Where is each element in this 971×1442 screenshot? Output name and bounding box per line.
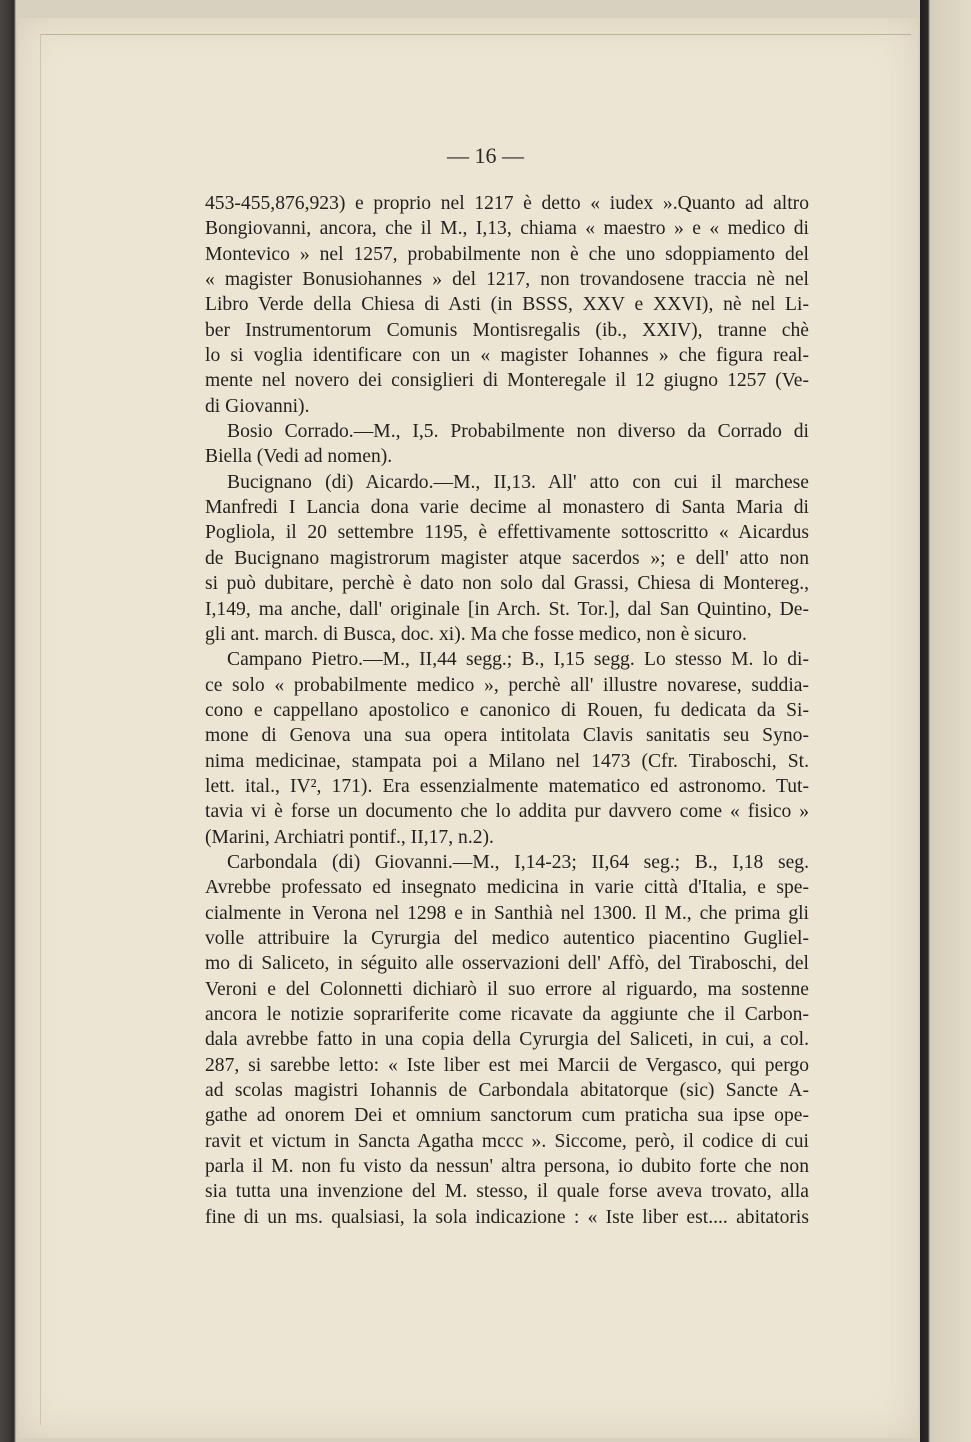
text-line: lett. ital., IV², 171). Era essenzialmente matematico ed astronomo. Tut-	[205, 775, 809, 797]
text-line: I,149, ma anche, dall' originale [in Arch. St. Tor.], dal San Quintino, De-	[205, 598, 809, 620]
text-line: Bongiovanni, ancora, che il M., I,13, chiama « maestro » e « medico di	[205, 218, 809, 240]
text-line: ad scolas magistri Iohannis de Carbondala abitatorque (sic) Sancte A-	[205, 1080, 809, 1102]
text-line: ancora le notizie soprariferite come ricavate da aggiunte che il Carbon-	[205, 1004, 809, 1025]
entry-heading-line: Bucignano (di) Aicardo.—M., II,13. All' atto con cui il marchese	[227, 471, 809, 493]
text-line: mone di Genova una sua opera intitolata Clavis sanitatis seu Syno-	[205, 725, 809, 747]
next-page-edge	[920, 0, 971, 1442]
text-line: de Bucignano magistrorum magister atque sacerdos »; e dell' atto non	[205, 547, 809, 569]
text-line: Manfredi I Lancia dona varie decime al monastero di Santa Maria di	[205, 497, 809, 519]
text-line: Montevico » nel 1257, probabilmente non è che uno sdoppiamento del	[205, 243, 809, 265]
text-line: fine di un ms. qualsiasi, la sola indicazione : « Iste liber est.... abitatoris	[205, 1206, 809, 1228]
entry-heading-line: Carbondala (di) Giovanni.—M., I,14-23; II,64 seg.; B., I,18 seg.	[227, 851, 809, 873]
text-line: gathe ad onorem Dei et omnium sanctorum cum praticha sua ipse ope-	[205, 1105, 809, 1127]
text-line: parla il M. non fu visto da nessun' altra persona, io dubito forte che non	[205, 1156, 809, 1178]
text-line: Veroni e del Colonnetti dichiarò il suo errore al riguardo, ma sostenne	[205, 978, 809, 1000]
body-text	[205, 191, 809, 1230]
text-line: ravit et victum in Sancta Agatha mccc ». Siccome, però, il codice di cui	[205, 1130, 809, 1152]
text-line: cialmente in Verona nel 1298 e in Santhià nel 1300. Il M., che prima gli	[205, 902, 809, 924]
text-line: mente nel novero dei consiglieri di Monteregale il 12 giugno 1257 (Ve-	[205, 370, 809, 392]
text-line: ce solo « probabilmente medico », perchè all' illustre novarese, suddia-	[205, 674, 809, 696]
text-line: di Giovanni).	[205, 395, 310, 417]
text-line: volle attribuire la Cyrurgia del medico autentico piacentino Gugliel-	[205, 927, 809, 949]
text-line: Pogliola, il 20 settembre 1195, è effettivamente sottoscritto « Aicardus	[205, 522, 809, 544]
text-line: « magister Bonusiohannes » del 1217, non trovandosene traccia nè nel	[205, 269, 809, 291]
text-line: gli ant. march. di Busca, doc. xi). Ma che fosse medico, non è sicuro.	[205, 623, 747, 645]
page-number: — 16 —	[447, 143, 524, 168]
text-line: Libro Verde della Chiesa di Asti (in BSSS, XXV e XXVI), nè nel Li-	[205, 294, 809, 316]
text-line: 453-455,876,923) e proprio nel 1217 è detto « iudex ».Quanto ad altro	[205, 193, 809, 214]
text-line: Biella (Vedi ad nomen).	[205, 446, 393, 468]
text-line: lo si voglia identificare con un « magister Iohannes » che figura real-	[205, 345, 809, 367]
text-line: cono e cappellano apostolico e canonico di Rouen, fu dedicata da Si-	[205, 699, 809, 721]
entry-heading-line: Campano Pietro.—M., II,44 segg.; B., I,15 segg. Lo stesso M. lo di-	[227, 649, 809, 671]
text-line: dala avrebbe fatto in una copia della Cyrurgia del Saliceti, in cui, a col.	[205, 1029, 809, 1051]
text-line: sia tutta una invenzione del M. stesso, il quale forse aveva trovato, alla	[205, 1181, 809, 1203]
text-line: 287, si sarebbe letto: « Iste liber est mei Marcii de Vergasco, qui pergo	[205, 1054, 809, 1076]
text-line: si può dubitare, perchè è dato non solo dal Grassi, Chiesa di Montereg.,	[205, 573, 809, 595]
entry-heading-line: Bosio Corrado.—M., I,5. Probabilmente non diverso da Corrado di	[227, 421, 809, 443]
text-line: tavia vi è forse un documento che lo addita pur davvero come « fisico »	[205, 801, 809, 823]
text-line: mo di Saliceto, in séguito alle osservazioni dell' Affò, del Tiraboschi, del	[205, 953, 809, 975]
text-line: Avrebbe professato ed insegnato medicina in varie città d'Italia, e spe-	[205, 877, 809, 899]
text-line: nima medicinae, stampata poi a Milano nel 1473 (Cfr. Tiraboschi, St.	[205, 750, 809, 772]
text-line: ber Instrumentorum Comunis Montisregalis (ib., XXIV), tranne chè	[205, 319, 809, 341]
text-line: (Marini, Archiatri pontif., II,17, n.2).	[205, 826, 494, 848]
